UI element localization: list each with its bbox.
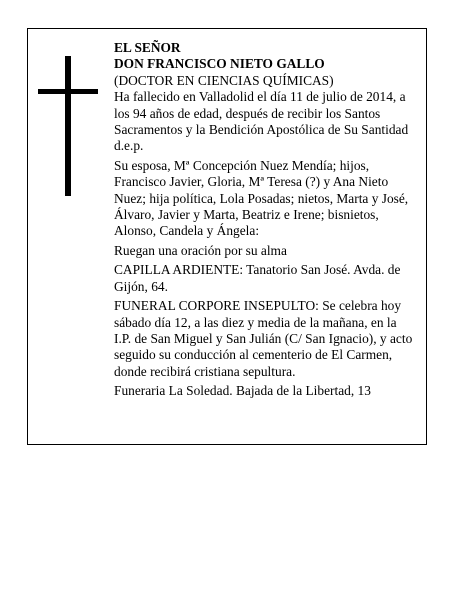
text-line: Francisco Javier, Gloria, Mª Teresa (?) y Ana Nieto bbox=[114, 174, 389, 190]
paragraph-family bbox=[114, 158, 416, 240]
paragraph-funeral-chapel bbox=[114, 262, 416, 295]
obituary-heading bbox=[114, 40, 416, 89]
paragraph-funeral-service bbox=[114, 298, 416, 380]
text-line: Sacramentos y la Bendición Apostólica de Su Santidad bbox=[114, 122, 409, 138]
text-line: los 94 años de edad, después de recibir los Santos bbox=[114, 105, 381, 121]
text-line: Su esposa, Mª Concepción Nuez Mendía; hijos, bbox=[114, 157, 370, 173]
text-line: sábado día 12, a las diez y media de la mañana, en la bbox=[114, 314, 397, 330]
text-line: Álvaro, Javier y Marta, Beatriz e Irene; bisnietos, bbox=[114, 207, 379, 223]
deceased-title: (DOCTOR EN CIENCIAS QUÍMICAS) bbox=[114, 72, 334, 88]
text-line: CAPILLA ARDIENTE: Tanatorio San José. Avda. de bbox=[114, 262, 401, 278]
text-line: Ha fallecido en Valladolid el día 11 de julio de 2014, a bbox=[114, 89, 406, 105]
cross-horizontal-bar bbox=[38, 89, 98, 94]
text-line: Gijón, 64. bbox=[114, 278, 168, 294]
heading-line: EL SEÑOR bbox=[114, 40, 181, 55]
text-line: d.e.p. bbox=[114, 138, 144, 154]
text-line: FUNERAL CORPORE INSEPULTO: Se celebra hoy bbox=[114, 298, 402, 314]
text-line: Ruegan una oración por su alma bbox=[114, 242, 287, 258]
text-line: Nuez; hija política, Lola Posadas; nietos, Marta y José, bbox=[114, 190, 409, 206]
text-line: Alonso, Candela y Ángela: bbox=[114, 223, 260, 239]
cross-icon bbox=[38, 56, 98, 196]
text-line: seguido su conducción al cementerio de El Carmen, bbox=[114, 347, 393, 363]
paragraph-death-announcement bbox=[114, 89, 416, 155]
paragraph-prayer-request bbox=[114, 243, 416, 259]
paragraph-funeral-home bbox=[114, 383, 416, 399]
text-line: donde recibirá cristiana sepultura. bbox=[114, 363, 296, 379]
obituary-text bbox=[114, 40, 416, 400]
deceased-name: DON FRANCISCO NIETO GALLO bbox=[114, 56, 325, 72]
cross-vertical-bar bbox=[65, 56, 71, 196]
text-line: I.P. de San Miguel y San Julián (C/ San Ignacio), y acto bbox=[114, 330, 413, 346]
text-line: Funeraria La Soledad. Bajada de la Libertad, 13 bbox=[114, 383, 371, 399]
